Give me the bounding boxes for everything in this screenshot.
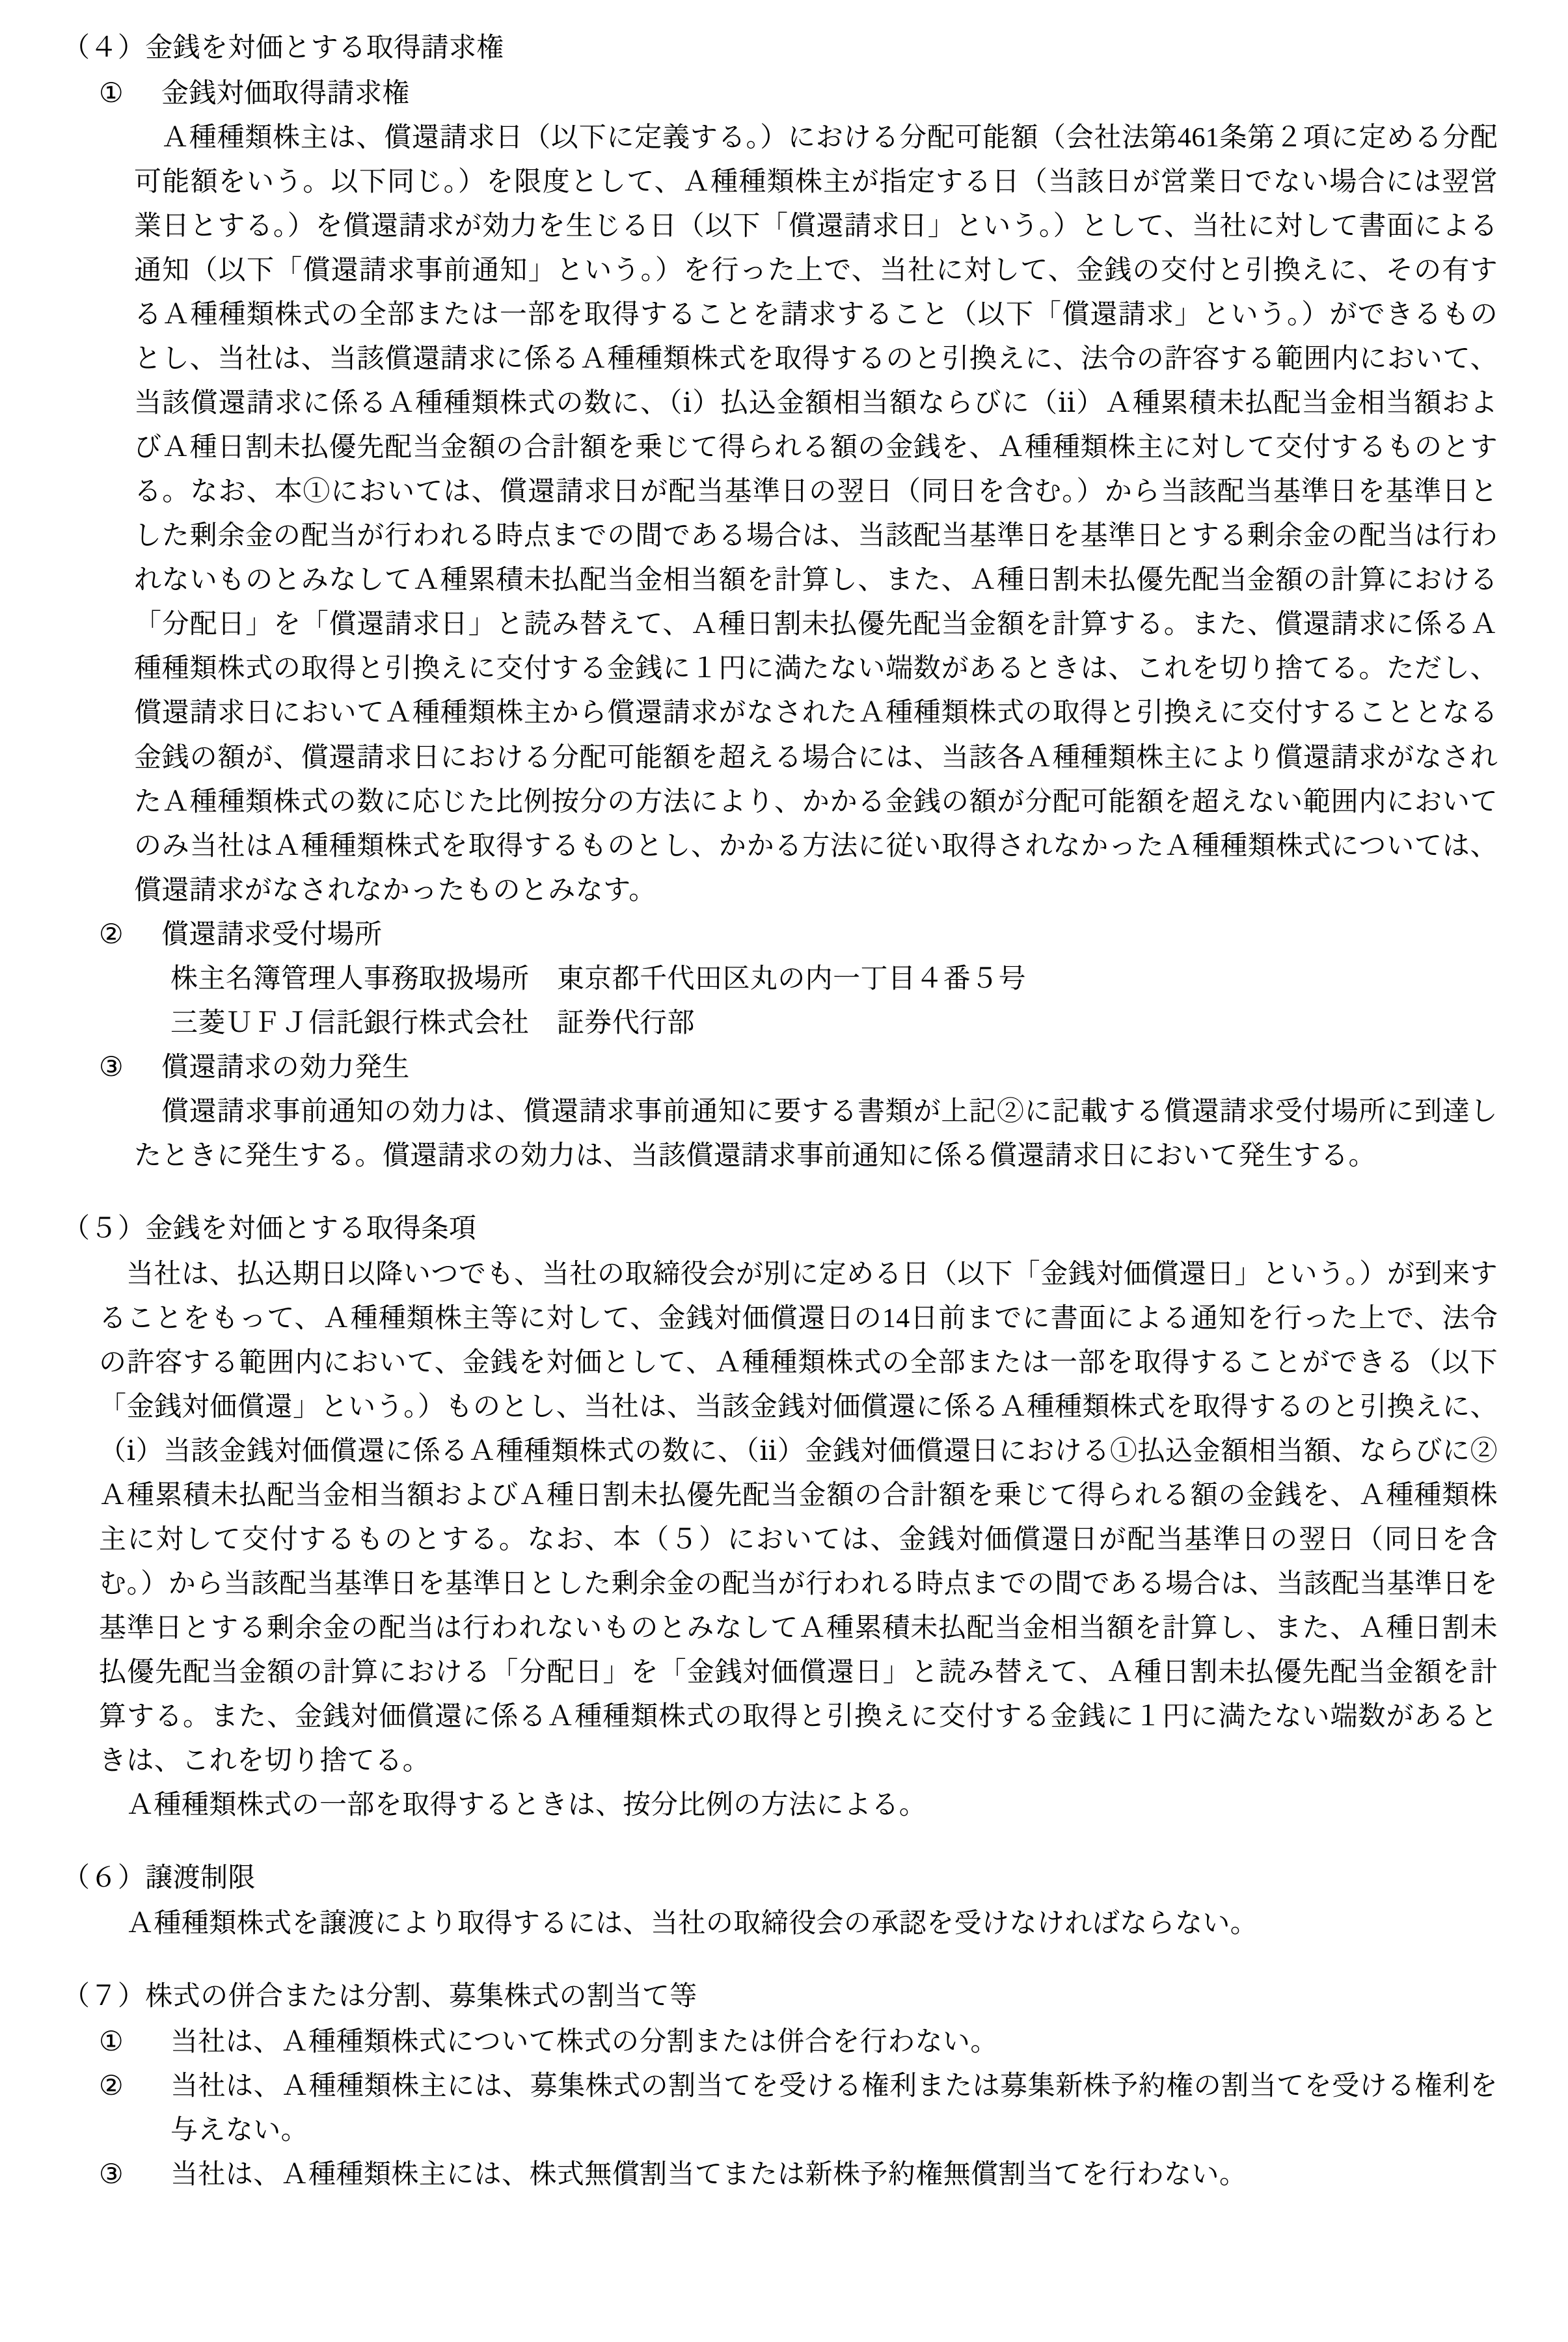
section-heading-7: （７）株式の併合または分割、募集株式の割当て等 [62, 1982, 697, 2012]
section-5-paragraph-1: 当社は、払込期日以降いつでも、当社の取締役会が別に定める日（以下「金銭対価償還日」という。）が到来することをもって、Ａ種種類株主等に対して、金銭対価償還日の14日前までに書面による通知を行った上で、法令の許容する範囲内において、金銭を対価として、Ａ種種類株式の全部または一部を取得することができる（以下「金銭対価償還」という。）ものとし、当社は、当該金銭対価償還に係るＡ種種類株式を取得するのと引換えに、（ⅰ）当該金銭対価償還に係るＡ種種類株式の数に、（ⅱ）金銭対価償還日における①払込金額相当額、ならびに②Ａ種累積未払配当金相当額およびＡ種日割未払優先配当金額の合計額を乗じて得られる額の金銭を、Ａ種種類株主に対して交付するものとする。なお、本（５）においては、金銭対価償還日が配当基準日の翌日（同日を含む。）から当該配当基準日を基準日とした剰余金の配当が行われる時点までの間である場合は、当該配当基準日を基準日とする剰余金の配当は行われないものとみなしてＡ種累積未払配当金相当額を計算し、また、Ａ種日割未払優先配当金額の計算における「分配日」を「金銭対価償還日」と読み替えて、Ａ種日割未払優先配当金額を計算する。また、金銭対価償還に係るＡ種種類株式の取得と引換えに交付する金銭に１円に満たない端数があるときは、これを切り捨てる。 [99, 1259, 1498, 1777]
list-item [62, 2153, 1498, 2197]
item-title: 償還請求の効力発生 [161, 1052, 410, 1083]
item-number: ① [99, 79, 124, 109]
list-item [62, 2020, 1498, 2064]
item-title: 償還請求受付場所 [161, 919, 383, 950]
list-item [62, 2064, 1498, 2153]
list-item-text: 当社は、Ａ種種類株主には、株式無償割当てまたは新株予約権無償割当てを行わない。 [170, 2160, 1247, 2190]
item-body-4-3: 償還請求事前通知の効力は、償還請求事前通知に要する書類が上記②に記載する償還請求受付場所に到達したときに発生する。償還請求の効力は、当該償還請求事前通知に係る償還請求日において発生する。 [134, 1096, 1498, 1171]
item-title: 金銭対価取得請求権 [161, 79, 410, 109]
list-item-number: ② [99, 2071, 124, 2102]
item-number: ③ [99, 1052, 124, 1083]
item-number: ② [99, 919, 124, 950]
address-line-2: 三菱ＵＦＪ信託銀行株式会社 証券代行部 [170, 1008, 695, 1038]
section-6-paragraph-1: Ａ種種類株式を譲渡により取得するには、当社の取締役会の承認を受けなければならない。 [126, 1909, 1258, 1939]
list-item-number: ③ [99, 2160, 124, 2190]
section-spacer [62, 1827, 1498, 1856]
section-heading-5: （５）金銭を対価とする取得条項 [62, 1213, 477, 1244]
item-body-4-1: Ａ種種類株主は、償還請求日（以下に定義する。）における分配可能額（会社法第461条第２項に定める分配可能額をいう。以下同じ。）を限度として、Ａ種種類株主が指定する日（当該日が営業日でない場合には翌営業日とする。）を償還請求が効力を生じる日（以下「償還請求日」という。）として、当社に対して書面による通知（以下「償還請求事前通知」という。）を行った上で、当社に対して、金銭の交付と引換えに、その有するＡ種種類株式の全部または一部を取得することを請求すること（以下「償還請求」という。）ができるものとし、当社は、当該償還請求に係るＡ種種類株式を取得するのと引換えに、法令の許容する範囲内において、当該償還請求に係るＡ種種類株式の数に、（ⅰ）払込金額相当額ならびに（ⅱ）Ａ種累積未払配当金相当額およびＡ種日割未払優先配当金額の合計額を乗じて得られる額の金銭を、Ａ種種類株主に対して交付するものとする。なお、本①においては、償還請求日が配当基準日の翌日（同日を含む。）から当該配当基準日を基準日とした剰余金の配当が行われる時点までの間である場合は、当該配当基準日を基準日とする剰余金の配当は行われないものとみなしてＡ種累積未払配当金相当額を計算し、また、Ａ種日割未払優先配当金額の計算における「分配日」を「償還請求日」と読み替えて、Ａ種日割未払優先配当金額を計算する。また、償還請求に係るＡ種種類株式の取得と引換えに交付する金銭に１円に満たない端数があるときは、これを切り捨てる。ただし、償還請求日においてＡ種種類株主から償還請求がなされたＡ種種類株式の取得と引換えに交付することとなる金銭の額が、償還請求日における分配可能額を超える場合には、当該各Ａ種種類株主により償還請求がなされたＡ種種類株式の数に応じた比例按分の方法により、かかる金銭の額が分配可能額を超えない範囲内においてのみ当社はＡ種種類株式を取得するものとし、かかる方法に従い取得されなかったＡ種種類株式については、償還請求がなされなかったものとみなす。 [134, 123, 1498, 906]
item-heading-4-1 [62, 72, 1498, 116]
list-item-text: 当社は、Ａ種種類株主には、募集株式の割当てを受ける権利または募集新株予約権の割当てを受ける権利を与えない。 [170, 2071, 1498, 2146]
section-heading-4: （４）金銭を対価とする取得請求権 [62, 33, 504, 63]
list-item-number: ① [99, 2027, 124, 2058]
section-5-paragraph-2: Ａ種種類株式の一部を取得するときは、按分比例の方法による。 [126, 1790, 927, 1821]
address-line-1: 株主名簿管理人事務取扱場所 東京都千代田区丸の内一丁目４番５号 [170, 963, 1027, 994]
list-item-text: 当社は、Ａ種種類株式について株式の分割または併合を行わない。 [170, 2027, 998, 2058]
section-spacer [62, 1946, 1498, 1974]
section-spacer [62, 1178, 1498, 1207]
section-heading-6: （６）譲渡制限 [62, 1863, 256, 1894]
item-heading-4-2 [62, 913, 1498, 957]
document-body [62, 26, 1498, 2197]
item-heading-4-3 [62, 1045, 1498, 1090]
